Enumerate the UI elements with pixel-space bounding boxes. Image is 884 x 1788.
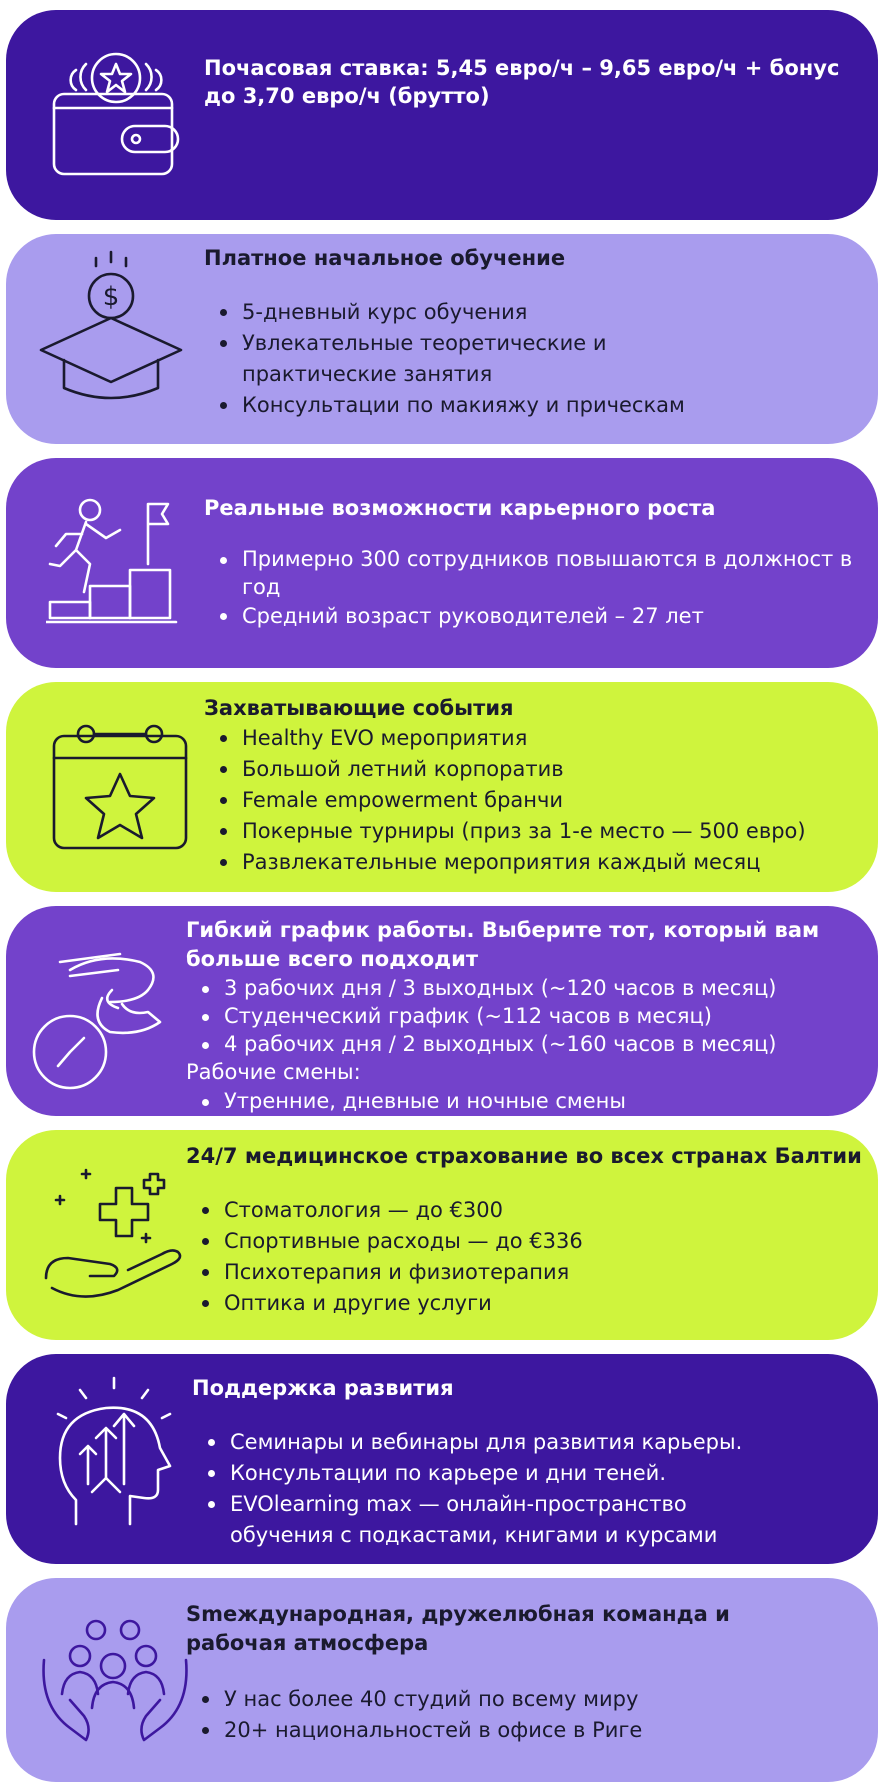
list-item: Большой летний корпоратив: [204, 754, 878, 785]
card-paid-training: [6, 234, 878, 444]
list-item: Увлекательные теоретические и практические занятия: [204, 328, 662, 390]
card-list: [192, 1427, 878, 1551]
list-item: Консультации по карьере и дни теней.: [192, 1458, 878, 1489]
card-list: [204, 545, 878, 632]
list-item: EVOlearning max — онлайн-пространство обучения с подкастами, книгами и курсами: [192, 1489, 790, 1551]
list-item: 5-дневный курс обучения: [204, 297, 878, 328]
list-item: Healthy EVO мероприятия: [204, 723, 878, 754]
list-item: Спортивные расходы — до €336: [186, 1226, 878, 1257]
list-item: Консультации по макияжу и прическам: [204, 390, 878, 421]
shifts-heading: Рабочие смены:: [186, 1060, 361, 1084]
card-career-growth: [6, 458, 878, 668]
card-title: Почасовая ставка: 5,45 евро/ч – 9,65 евро/ч + бонус до 3,70 евро/ч (брутто): [204, 56, 840, 108]
list-item: Стоматология — до €300: [186, 1195, 878, 1226]
card-hourly-rate: [6, 10, 878, 220]
svg-text:$: $: [102, 282, 120, 312]
shifts-list: [186, 1087, 878, 1115]
list-item: Средний возраст руководителей – 27 лет: [204, 601, 878, 632]
card-flexible-schedule: [6, 906, 878, 1116]
list-item: Семинары и вебинары для развития карьеры.: [192, 1427, 878, 1458]
list-item: 4 рабочих дня / 2 выходных (~160 часов в месяц): [186, 1030, 878, 1058]
card-list: [204, 723, 878, 878]
list-item: Студенческий график (~112 часов в месяц): [186, 1002, 878, 1030]
list-item: У нас более 40 студий по всему миру: [186, 1684, 878, 1715]
head-growth-icon: [40, 1374, 190, 1534]
list-item: 20+ национальностей в офисе в Риге: [186, 1715, 878, 1746]
career-stairs-icon: [46, 494, 196, 634]
card-title: Smеждународная, дружелюбная команда и рабочая атмосфера: [186, 1602, 730, 1655]
list-item: Покерные турниры (приз за 1-е место — 500 евро): [204, 816, 878, 847]
card-development-support: [6, 1354, 878, 1564]
calendar-star-icon: [50, 722, 190, 852]
card-international-team: [6, 1578, 878, 1782]
medical-hand-icon: [42, 1160, 192, 1310]
card-list: [186, 1684, 878, 1746]
flexible-schedule-icon: [30, 942, 170, 1092]
list-item: Развлекательные мероприятия каждый месяц: [204, 847, 878, 878]
list-item: Психотерапия и физиотерапия: [186, 1257, 878, 1288]
wallet-icon: [46, 50, 186, 180]
card-medical-insurance: [6, 1130, 878, 1340]
list-item: Оптика и другие услуги: [186, 1288, 878, 1319]
card-title: Реальные возможности карьерного роста: [204, 496, 716, 520]
card-list: [186, 974, 878, 1058]
card-title: 24/7 медицинское страхование во всех странах Балтии: [186, 1144, 862, 1168]
list-item: Примерно 300 сотрудников повышаются в должност в год: [204, 545, 878, 601]
list-item: Утренние, дневные и ночные смены: [186, 1087, 878, 1115]
card-title: Захватывающие события: [204, 696, 514, 720]
graduation-cap-icon: [36, 248, 186, 408]
card-list: [204, 297, 878, 421]
card-events: [6, 682, 878, 892]
list-item: 3 рабочих дня / 3 выходных (~120 часов в месяц): [186, 974, 878, 1002]
team-hands-icon: [40, 1616, 190, 1756]
list-item: Female empowerment бранчи: [204, 785, 878, 816]
card-title: Гибкий график работы. Выберите тот, который вам больше всего подходит: [186, 918, 820, 971]
card-title: Поддержка развития: [192, 1376, 454, 1400]
card-title: Платное начальное обучение: [204, 246, 566, 270]
card-list: [186, 1195, 878, 1319]
